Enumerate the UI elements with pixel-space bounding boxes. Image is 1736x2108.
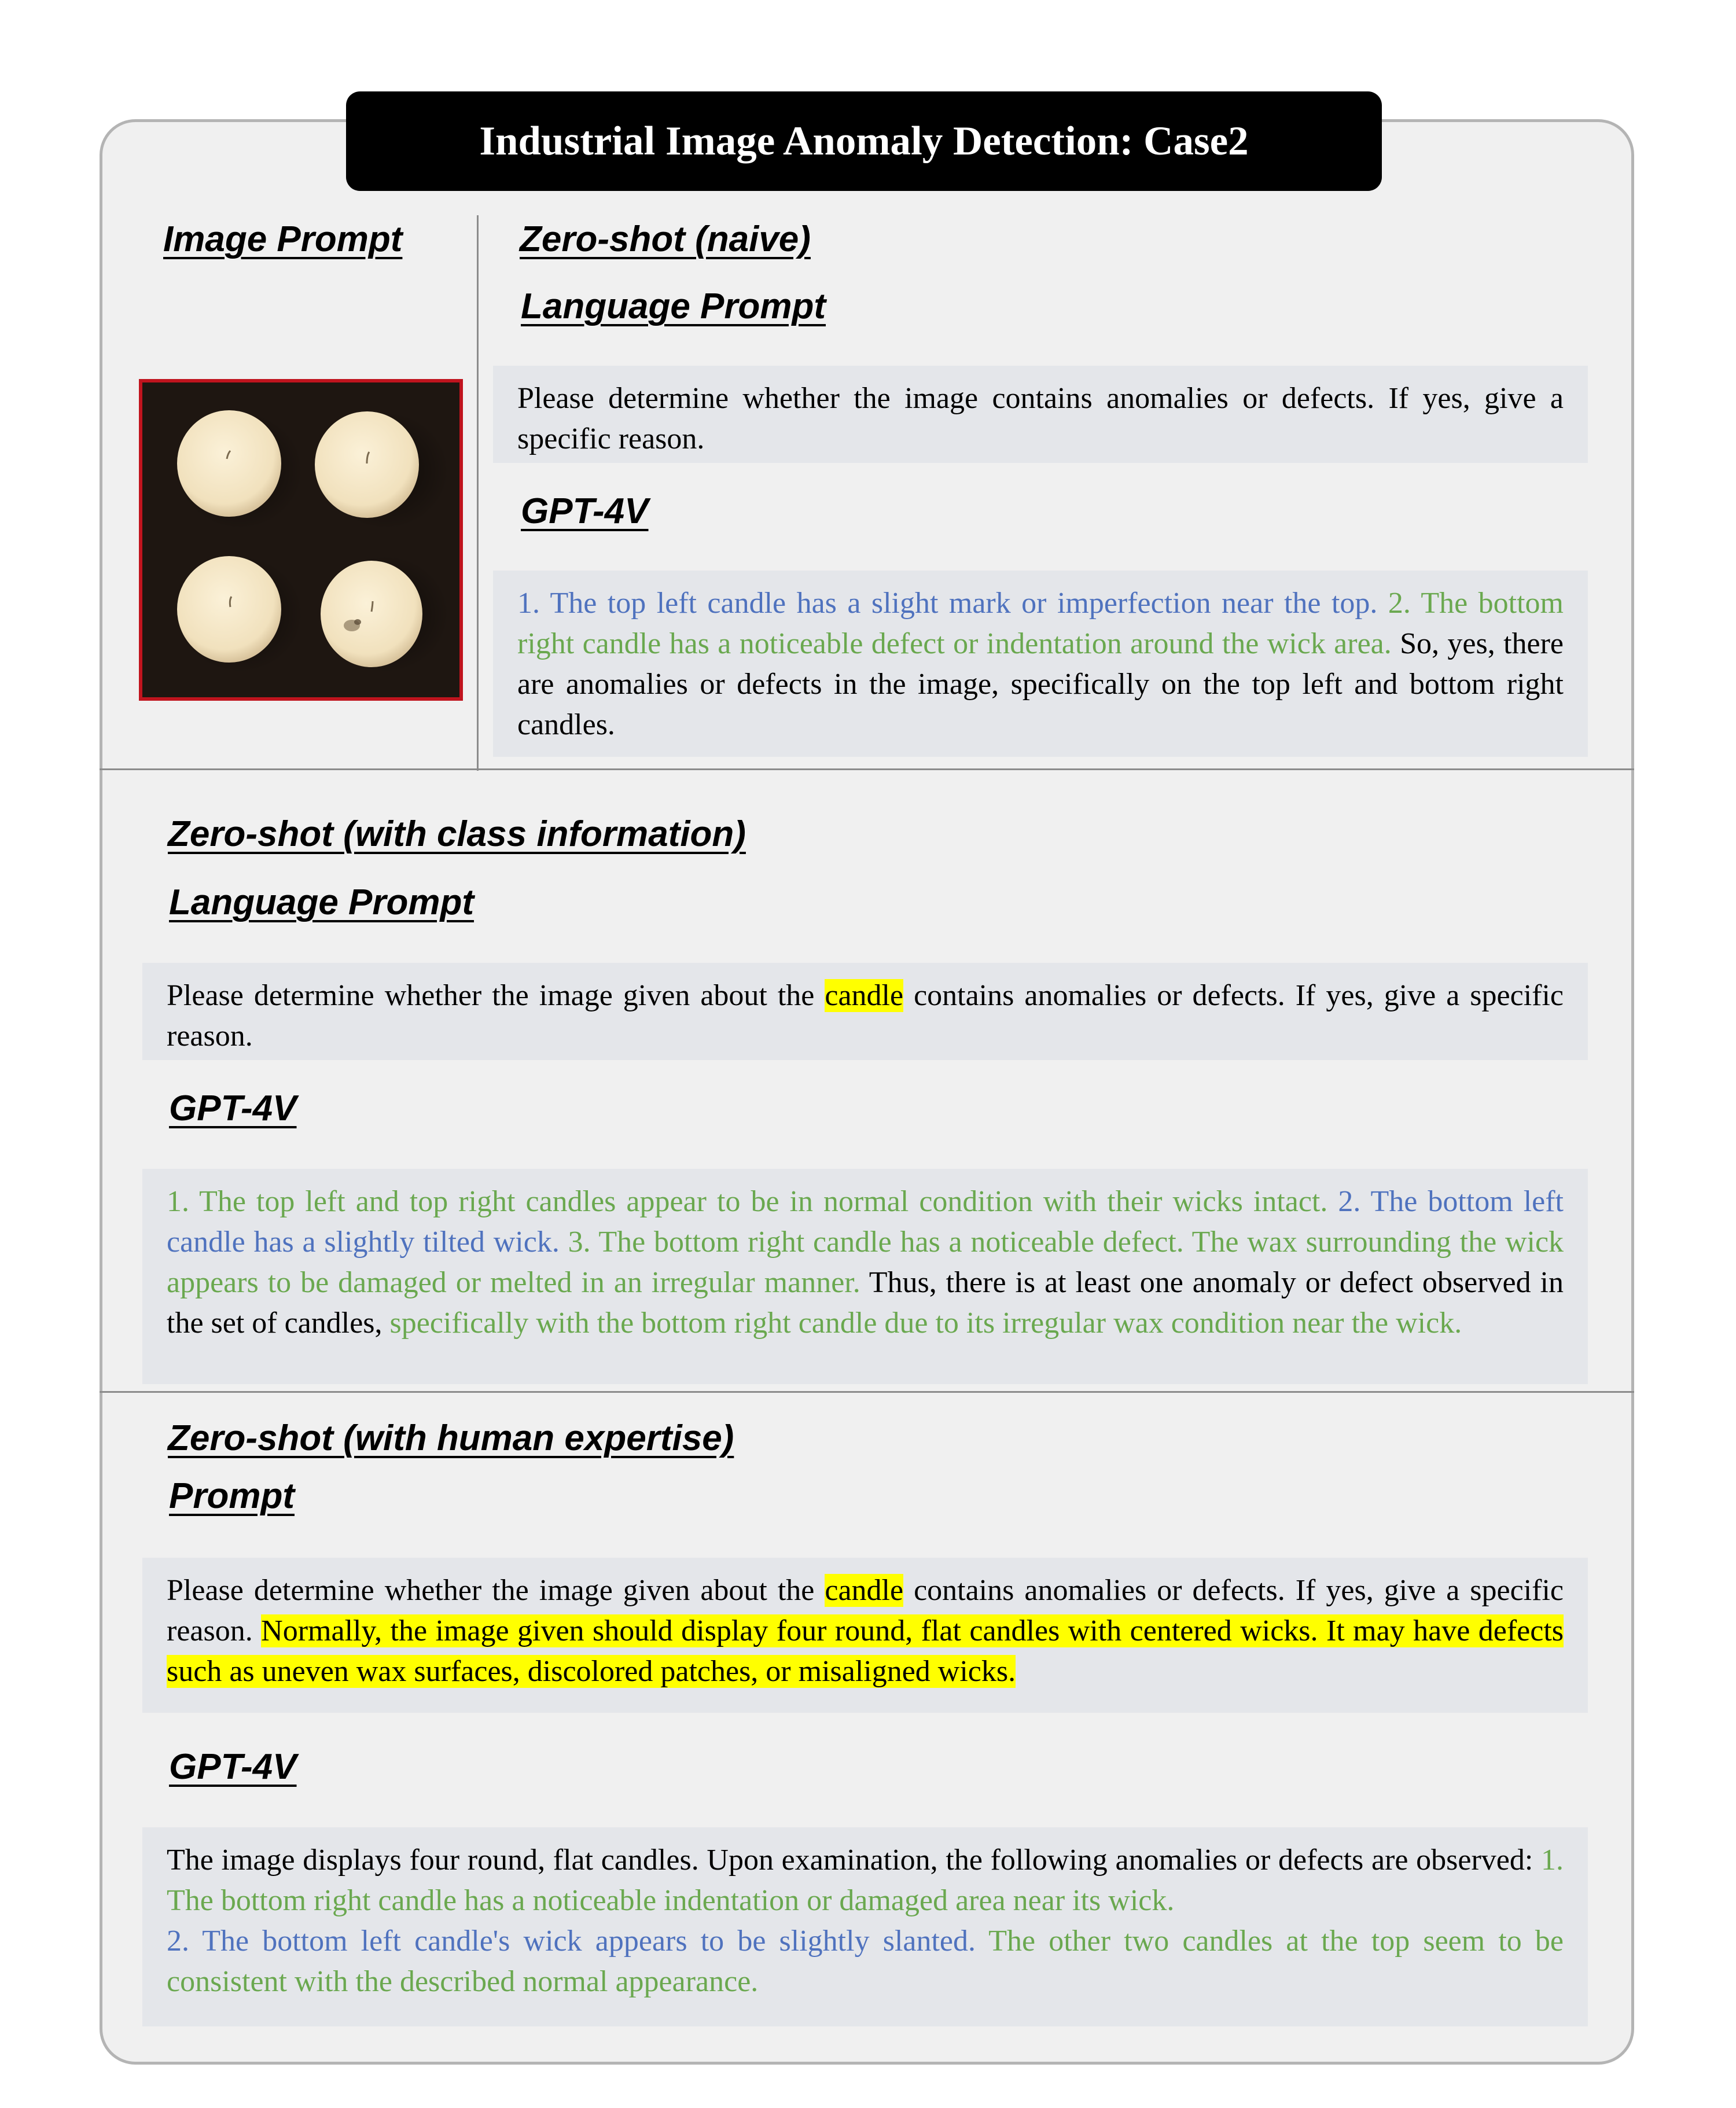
human-expertise-response-part2: 1. The bottom right candle has a noticeable indentation or damaged area near its wick. bbox=[167, 1844, 1564, 1917]
naive-response-box bbox=[493, 571, 1588, 757]
class-info-gpt4v-heading: GPT-4V bbox=[169, 1088, 297, 1128]
human-expertise-prompt-highlight: candle bbox=[825, 1574, 904, 1607]
top-left-candle bbox=[177, 410, 281, 517]
class-info-prompt-highlight: candle bbox=[825, 979, 904, 1012]
class-info-prompt-before: Please determine whether the image given about the bbox=[167, 979, 815, 1012]
class-info-response-part2: 2. The bottom left candle has a slightly tilted wick. bbox=[167, 1185, 1564, 1259]
human-expertise-response-part3: 2. The bottom left candle's wick appears to be slightly slanted. bbox=[167, 1925, 976, 1958]
human-expertise-prompt-after: contains anomalies or defects. If yes, give a specific reason. bbox=[167, 1574, 1564, 1647]
top-right-candle bbox=[315, 411, 419, 518]
naive-heading: Zero-shot (naive) bbox=[520, 219, 811, 259]
class-info-language-prompt-heading: Language Prompt bbox=[169, 882, 475, 922]
naive-prompt-box bbox=[493, 366, 1588, 463]
human-expertise-prompt-box bbox=[142, 1558, 1588, 1713]
class-info-heading: Zero-shot (with class information) bbox=[168, 814, 746, 854]
section-divider-1 bbox=[100, 768, 1634, 770]
class-info-response-part3: 3. The bottom right candle has a noticeable defect. The wax surrounding the wick appears to be damaged or melted in an irregular manner. bbox=[167, 1226, 1564, 1299]
class-info-response-part4: Thus, there is at least one anomaly or defect observed in the set of candles, bbox=[167, 1266, 1564, 1340]
naive-response-part1: 1. The top left candle has a slight mark or imperfection near the top. bbox=[517, 587, 1378, 620]
section-divider-2 bbox=[100, 1391, 1634, 1393]
human-expertise-response-part4: The other two candles at the top seem to be consistent with the described normal appearance. bbox=[167, 1925, 1564, 1998]
four-candles-image bbox=[139, 379, 463, 701]
column-divider bbox=[477, 215, 479, 771]
naive-response-part2: 2. The bottom right candle has a noticeable defect or indentation around the wick area. bbox=[517, 587, 1564, 660]
human-expertise-response-part1: The image displays four round, flat candles. Upon examination, the following anomalies or defects are observed: bbox=[167, 1844, 1533, 1877]
page-title: Industrial Image Anomaly Detection: Case2 bbox=[346, 91, 1382, 191]
human-expertise-prompt-expertise: Normally, the image given should display four round, flat candles with centered wicks. It may have defects such as uneven wax surfaces, discolored patches, or misaligned wicks. bbox=[167, 1614, 1564, 1688]
naive-prompt-text: Please determine whether the image contains anomalies or defects. If yes, give a specific reason. bbox=[517, 382, 1564, 455]
class-info-response-part5: specifically with the bottom right candle due to its irregular wax condition near the wick. bbox=[389, 1307, 1462, 1340]
human-expertise-heading: Zero-shot (with human expertise) bbox=[168, 1418, 734, 1458]
naive-language-prompt-heading: Language Prompt bbox=[521, 286, 826, 326]
class-info-response-part1: 1. The top left and top right candles appear to be in normal condition with their wicks intact. bbox=[167, 1185, 1328, 1218]
class-info-response-box bbox=[142, 1169, 1588, 1384]
image-prompt-heading: Image Prompt bbox=[163, 219, 403, 259]
human-expertise-gpt4v-heading: GPT-4V bbox=[169, 1747, 297, 1787]
class-info-prompt-after: contains anomalies or defects. If yes, give a specific reason. bbox=[167, 979, 1564, 1053]
bottom-left-candle bbox=[177, 556, 281, 663]
human-expertise-prompt-before: Please determine whether the image given about the bbox=[167, 1574, 815, 1607]
naive-response-part3: So, yes, there are anomalies or defects in the image, specifically on the top left and bottom right candles. bbox=[517, 627, 1564, 741]
human-expertise-prompt-heading: Prompt bbox=[169, 1476, 295, 1516]
class-info-prompt-box bbox=[142, 963, 1588, 1060]
bottom-right-candle bbox=[321, 561, 422, 667]
human-expertise-response-box bbox=[142, 1827, 1588, 2026]
naive-gpt4v-heading: GPT-4V bbox=[521, 491, 649, 531]
